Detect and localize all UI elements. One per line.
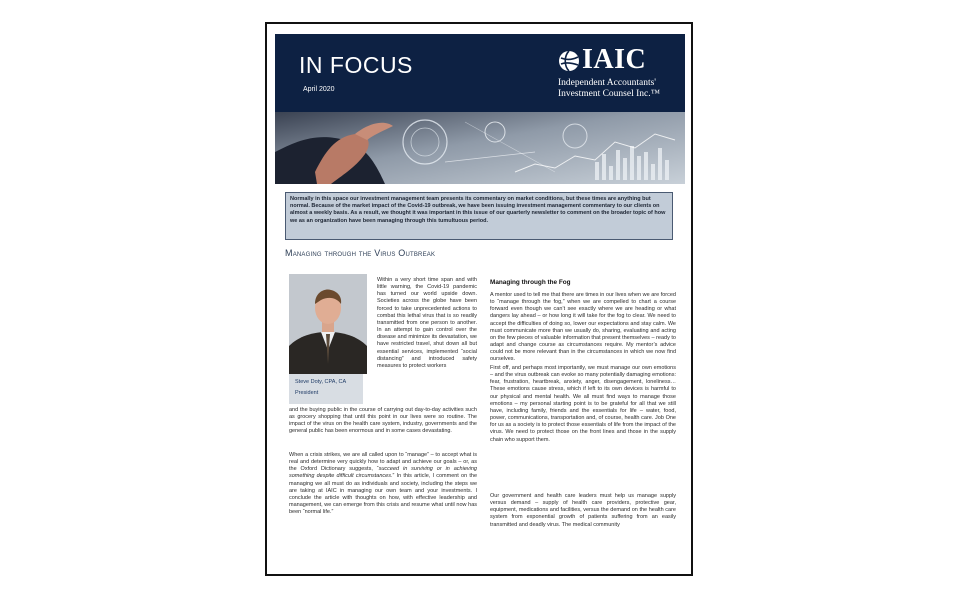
globe-icon	[558, 50, 580, 72]
tech-hand-illustration	[275, 112, 685, 184]
newsletter-title: IN FOCUS	[299, 52, 413, 78]
author-portrait	[289, 274, 367, 374]
author-photo	[289, 274, 367, 374]
issue-date: April 2020	[303, 86, 335, 93]
left-col-para-2	[289, 452, 477, 516]
left-col-para-1-continued: and the buying public in the course of carrying out day-to-day activities such as grocery shopping that until this point in our lives were so routine. The impact of the virus on the health care system, industry, governments and the general public has been enormous and in some cases devastating.	[289, 407, 477, 435]
right-col-heading: Managing through the Fog	[490, 279, 571, 286]
logo-line-2: Investment Counsel Inc.™	[558, 89, 660, 99]
para-2-text-end: .” In this article, I comment on the managing we all must do as individuals and society, including the steps we are taking at IAIC in managing our own team and your investments. I conclude the article with thoughts on how, with effective leadership and management, we can emerge from this crisis and resume what until now has been “normal life.”	[289, 473, 477, 516]
para-2-text: When a crisis strikes, we are all called upon to “manage” – to accept what is real and determine very quickly how to adapt and achieve our goals – or, as the Oxford Dictionary suggests, “	[289, 452, 477, 473]
author-caption	[289, 374, 363, 404]
header-banner-image	[275, 112, 685, 184]
right-col-para-1: A mentor used to tell me that there are times in our lives when we are forced to “manage through the fog,” when we are compelled to chart a course forward even though we can’t see exactly where we are heading or what dangers lay ahead – or how long it will take for the fog to clear. We need to accept the difficulties of doing so, lower our expectations and stay calm. We must communicate more than we usually do, sharing, evaluating and acting on the few pieces of valuable information that present themselves – ready to adapt and change course as circumstances require. My mentor’s advice could not be more relevant than in the circumstances in which we now find ourselves.	[490, 292, 676, 363]
newsletter-page	[265, 22, 693, 576]
right-col-para-2: First off, and perhaps most importantly, we must manage our own emotions – and the virus outbreak can evoke so many potentially damaging emotions: fear, frustration, heartbreak, anxiety, anger, disengagement, loneliness… These emotions cause stress, which if left to its own devices is harmful to our physical and mental health. We all must find ways to manage those emotions – my personal starting point is to be grateful for all that we still have, including family, friends and the essentials for life – water, food, power, communications, transportation and, of course, health care. Job One for us as a society is to protect those essentials of life from the impact of the virus. We need to protect those on the front lines and those in the supply chain who support them.	[490, 365, 676, 443]
author-role: President	[295, 390, 319, 396]
author-name: Steve Doty, CPA, CA	[295, 379, 347, 385]
left-col-para-1: Within a very short time span and with little warning, the Covid-19 pandemic has turned our world upside down. Societies across the globe have been forced to take unprecedented actions to combat this lethal virus that is so readily transmitted from one person to another. In an attempt to gain control over the disease and minimize its devastation, we have restricted travel, shut down all but essential services, implemented “social distancing” and introduced safety measures to protect workers	[377, 277, 477, 369]
right-col-para-3: Our government and health care leaders must help us manage supply versus demand – supply of health care providers, protective gear, equipment, medications and facilities, versus the demand on the health care system from exponential growth of patients suffering from an easily transmitted and deadly virus. The medical community	[490, 493, 676, 528]
iaic-logo	[558, 46, 678, 106]
article-title: Managing through the Virus Outbreak	[285, 248, 436, 258]
logo-line-1: Independent Accountants'	[558, 78, 657, 88]
oxford-quote: succeed in surviving or in achieving something despite difficult circumstances	[289, 466, 477, 480]
masthead	[275, 34, 685, 112]
logo-wordmark: IAIC	[582, 44, 647, 75]
intro-box: Normally in this space our investment management team presents its commentary on market conditions, but these times are anything but normal. Because of the market impact of the Covid-19 outbreak, we have been issuing investment management commentary to our clients on almost a weekly basis. As a result, we thought it was important in this issue of our quarterly newsletter to comment on the broader topic of how we as an organization have been managing through this tumultuous period.	[285, 192, 673, 240]
